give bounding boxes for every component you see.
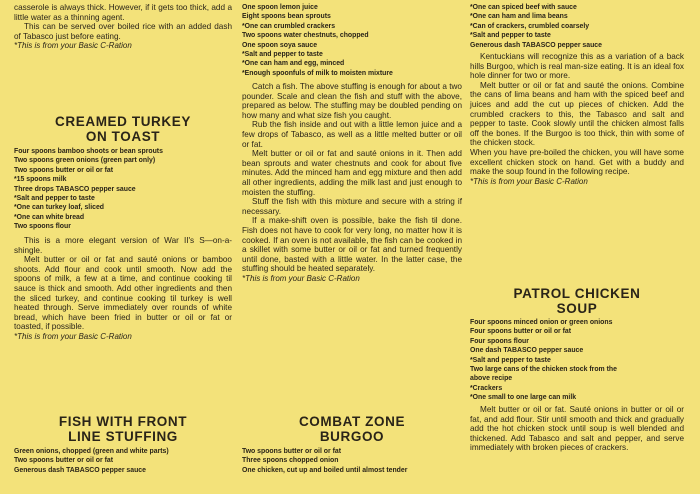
ingredient-item: Two spoons butter or oil or fat bbox=[242, 448, 342, 455]
recipe-title: LINE STUFFING bbox=[68, 429, 178, 444]
ingredient-item: Two spoons butter or oil or fat bbox=[14, 457, 114, 465]
source-note: *This is from your Basic C-Ration bbox=[14, 331, 132, 341]
ingredient-item: Two spoons butter or oil or fat bbox=[14, 166, 114, 174]
ingredient-item: *One can crumbled crackers bbox=[242, 22, 336, 30]
recipe-title: SOUP bbox=[556, 301, 598, 316]
ingredient-item: Three drops TABASCO pepper sauce bbox=[14, 185, 136, 193]
ingredient-item: Four spoons bamboo shoots or bean sprouts bbox=[14, 148, 163, 155]
ingredient-item: One spoon lemon juice bbox=[242, 4, 318, 11]
patrol-soup-directions bbox=[470, 405, 684, 453]
ingredient-item: *Salt and pepper to taste bbox=[470, 32, 551, 40]
combat-zone-title bbox=[242, 414, 462, 444]
burgoo-ingredients-continued bbox=[470, 3, 684, 50]
paragraph: If a make-shift oven is possible, bake the fish til done. Fish does not have to cook for very long, no matter how it is cooked. If an oven is not available, the fish can be cooked in a skillet with some butter or oil or fat and turned frequently until done, basted with a little water. In the latter case, the stuffing should be heated separately. bbox=[242, 216, 462, 274]
ingredient-item: *15 spoons milk bbox=[14, 176, 67, 184]
ingredient-item: *Enough spoonfuls of milk to moisten mixture bbox=[242, 69, 393, 77]
paragraph: Melt butter or oil or fat and sauté onions in it. Then add bean sprouts and water chestnuts and cook for about five minutes. Add the minced ham and egg mixture and then add all other ingredients, adding the milk last and just enough to moisten the stuffing. bbox=[242, 149, 462, 197]
ingredient-item: above recipe bbox=[470, 375, 513, 383]
paragraph: Melt butter or oil or fat and sauté the onions. Combine the cans of lima beans and ham with the spiced beef and juices and add the cut up pieces of chicken. Add the crumbled crackers to this, the Tabasco and salt and pepper to taste. Cook slowly until the chicken almost falls off the bones. If the Burgoo is too thick, thin with some of the chicken stock. bbox=[470, 80, 684, 148]
ingredient-item: One dash TABASCO pepper sauce bbox=[470, 347, 584, 355]
ingredient-item: Generous dash TABASCO pepper sauce bbox=[470, 41, 602, 49]
creamed-turkey-directions bbox=[14, 236, 232, 342]
ingredient-item: One chicken, cut up and boiled until almost tender bbox=[242, 466, 408, 474]
recipe-title: ON TOAST bbox=[85, 129, 161, 144]
paragraph: This can be served over boiled rice with an added dash of Tabasco just before eating. bbox=[14, 22, 232, 41]
ingredient-item: *Salt and pepper to taste bbox=[14, 195, 95, 203]
paragraph: casserole is always thick. However, if it gets too thick, add a little water as a thinning agent. bbox=[14, 3, 232, 22]
ingredient-item: Three spoons chopped onion bbox=[242, 457, 339, 465]
paragraph: Kentuckians will recognize this as a variation of a back hills Burgoo, which is real man-size eating. It is an ideal fox hole dinner for two or more. bbox=[470, 52, 684, 81]
source-note: *This is from your Basic C-Ration bbox=[14, 41, 132, 51]
fish-ingredients bbox=[14, 447, 232, 475]
ingredient-item: *Can of crackers, crumbled coarsely bbox=[470, 22, 590, 30]
recipe-title: COMBAT ZONE bbox=[298, 414, 406, 429]
paragraph: Stuff the fish with this mixture and secure with a string if necessary. bbox=[242, 197, 462, 216]
ingredient-item: Green onions, chopped (green and white parts) bbox=[14, 448, 169, 455]
ingredient-item: Two spoons green onions (green part only) bbox=[14, 157, 156, 165]
ingredient-item: Eight spoons bean sprouts bbox=[242, 13, 331, 21]
combat-zone-ingredients bbox=[242, 447, 462, 475]
ingredient-item: Two spoons water chestnuts, chopped bbox=[242, 32, 369, 40]
ingredient-item: Two large cans of the chicken stock from the bbox=[470, 366, 617, 374]
fish-ingredients-continued bbox=[242, 3, 462, 78]
creamed-turkey-title bbox=[14, 114, 232, 144]
patrol-soup-ingredients bbox=[470, 318, 684, 403]
ingredient-item: One spoon soya sauce bbox=[242, 41, 318, 49]
burgoo-directions bbox=[470, 52, 684, 186]
ingredient-item: *One can ham and lima beans bbox=[470, 13, 568, 21]
ingredient-item: *One can spiced beef with sauce bbox=[470, 4, 577, 11]
patrol-soup-title bbox=[470, 286, 684, 316]
top-text-block bbox=[14, 3, 232, 51]
paragraph: When you have pre-boiled the chicken, you will have some excellent chicken stock on hand. Get with a buddy and make the soup found in the following recipe. bbox=[470, 147, 684, 177]
fish-title bbox=[14, 414, 232, 444]
ingredient-item: Four spoons butter or oil or fat bbox=[470, 328, 572, 336]
source-note: *This is from your Basic C-Ration bbox=[242, 273, 360, 283]
paragraph: This is a more elegant version of War II's S—on-a-shingle. bbox=[14, 236, 232, 255]
ingredient-item: Generous dash TABASCO pepper sauce bbox=[14, 466, 146, 474]
ingredient-item: *One can turkey loaf, sliced bbox=[14, 204, 104, 212]
recipe-title: BURGOO bbox=[319, 429, 385, 444]
ingredient-item: *One small to one large can milk bbox=[470, 394, 577, 402]
source-note: *This is from your Basic C-Ration bbox=[470, 176, 588, 186]
paragraph: Catch a fish. The above stuffing is enough for about a two pounder. Scale and clean the fish and stuff with the above, prepared as below. The stuffing may be doubled pending on how many and what size fish you caught. bbox=[242, 82, 462, 120]
ingredient-item: *Crackers bbox=[470, 384, 503, 392]
ingredient-item: *One can white bread bbox=[14, 213, 85, 221]
ingredient-item: Four spoons flour bbox=[470, 337, 529, 345]
ingredient-item: *Salt and pepper to taste bbox=[470, 356, 551, 364]
recipe-title: PATROL CHICKEN bbox=[513, 286, 641, 301]
paragraph: Melt butter or oil or fat and sauté onions or bamboo shoots. Add flour and cook until smooth. Now add the spoons of milk, a few at a time, and continue cooking til sauce is thick and smooth. Add other ingredients and then the sliced turkey, and continue cooking til turkey is well heated through. Serve immediately over rounds of white bread, which have been fried in butter or oil or fat or toasted, if possible. bbox=[14, 255, 232, 332]
recipe-title: CREAMED TURKEY bbox=[55, 114, 191, 129]
recipe-title: FISH WITH FRONT bbox=[58, 414, 188, 429]
paragraph: Melt butter or oil or fat. Sauté onions in butter or oil or fat, and add flour. Stir until smooth and thick and gradually add the hot chicken stock until soup is well blended and thickened. Add Tabasco and salt and pepper, and serve immediately with broken pieces of crackers. bbox=[470, 405, 684, 453]
ingredient-item: Two spoons flour bbox=[14, 223, 71, 231]
ingredient-item: Four spoons minced onion or green onions bbox=[470, 319, 613, 326]
fish-directions bbox=[242, 82, 462, 283]
paragraph: Rub the fish inside and out with a little lemon juice and a few drops of Tabasco, as well as a little melted butter or oil or fat. bbox=[242, 120, 462, 149]
ingredient-item: *Salt and pepper to taste bbox=[242, 51, 323, 59]
creamed-turkey-ingredients bbox=[14, 147, 232, 232]
ingredient-item: *One can ham and egg, minced bbox=[242, 60, 345, 68]
